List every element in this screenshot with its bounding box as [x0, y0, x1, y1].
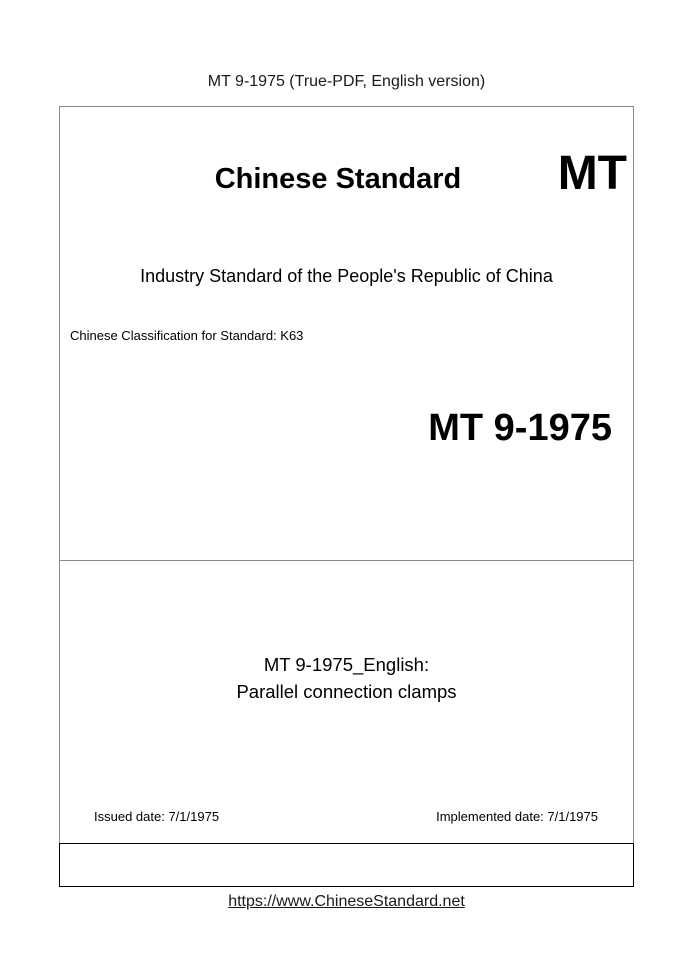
standard-number: MT 9-1975	[428, 407, 612, 449]
document-title-line-1: MT 9-1975_English:	[263, 654, 430, 675]
footer	[0, 892, 693, 912]
cover-title: Chinese Standard	[214, 163, 462, 195]
cover-subtitle: Industry Standard of the People's Republic of China	[140, 266, 553, 286]
cover-bottom-box	[59, 843, 634, 887]
issued-date: Issued date: 7/1/1975	[94, 809, 220, 824]
document-title-line-2: Parallel connection clamps	[236, 681, 457, 702]
implemented-date: Implemented date: 7/1/1975	[436, 809, 598, 824]
website-link[interactable]: https://www.ChineseStandard.net	[228, 893, 465, 910]
standard-prefix-mark: MT	[557, 147, 627, 200]
page-header: MT 9-1975 (True-PDF, English version)	[207, 73, 486, 90]
classification-text: Chinese Classification for Standard: K63	[70, 328, 304, 343]
document-title	[59, 651, 634, 705]
